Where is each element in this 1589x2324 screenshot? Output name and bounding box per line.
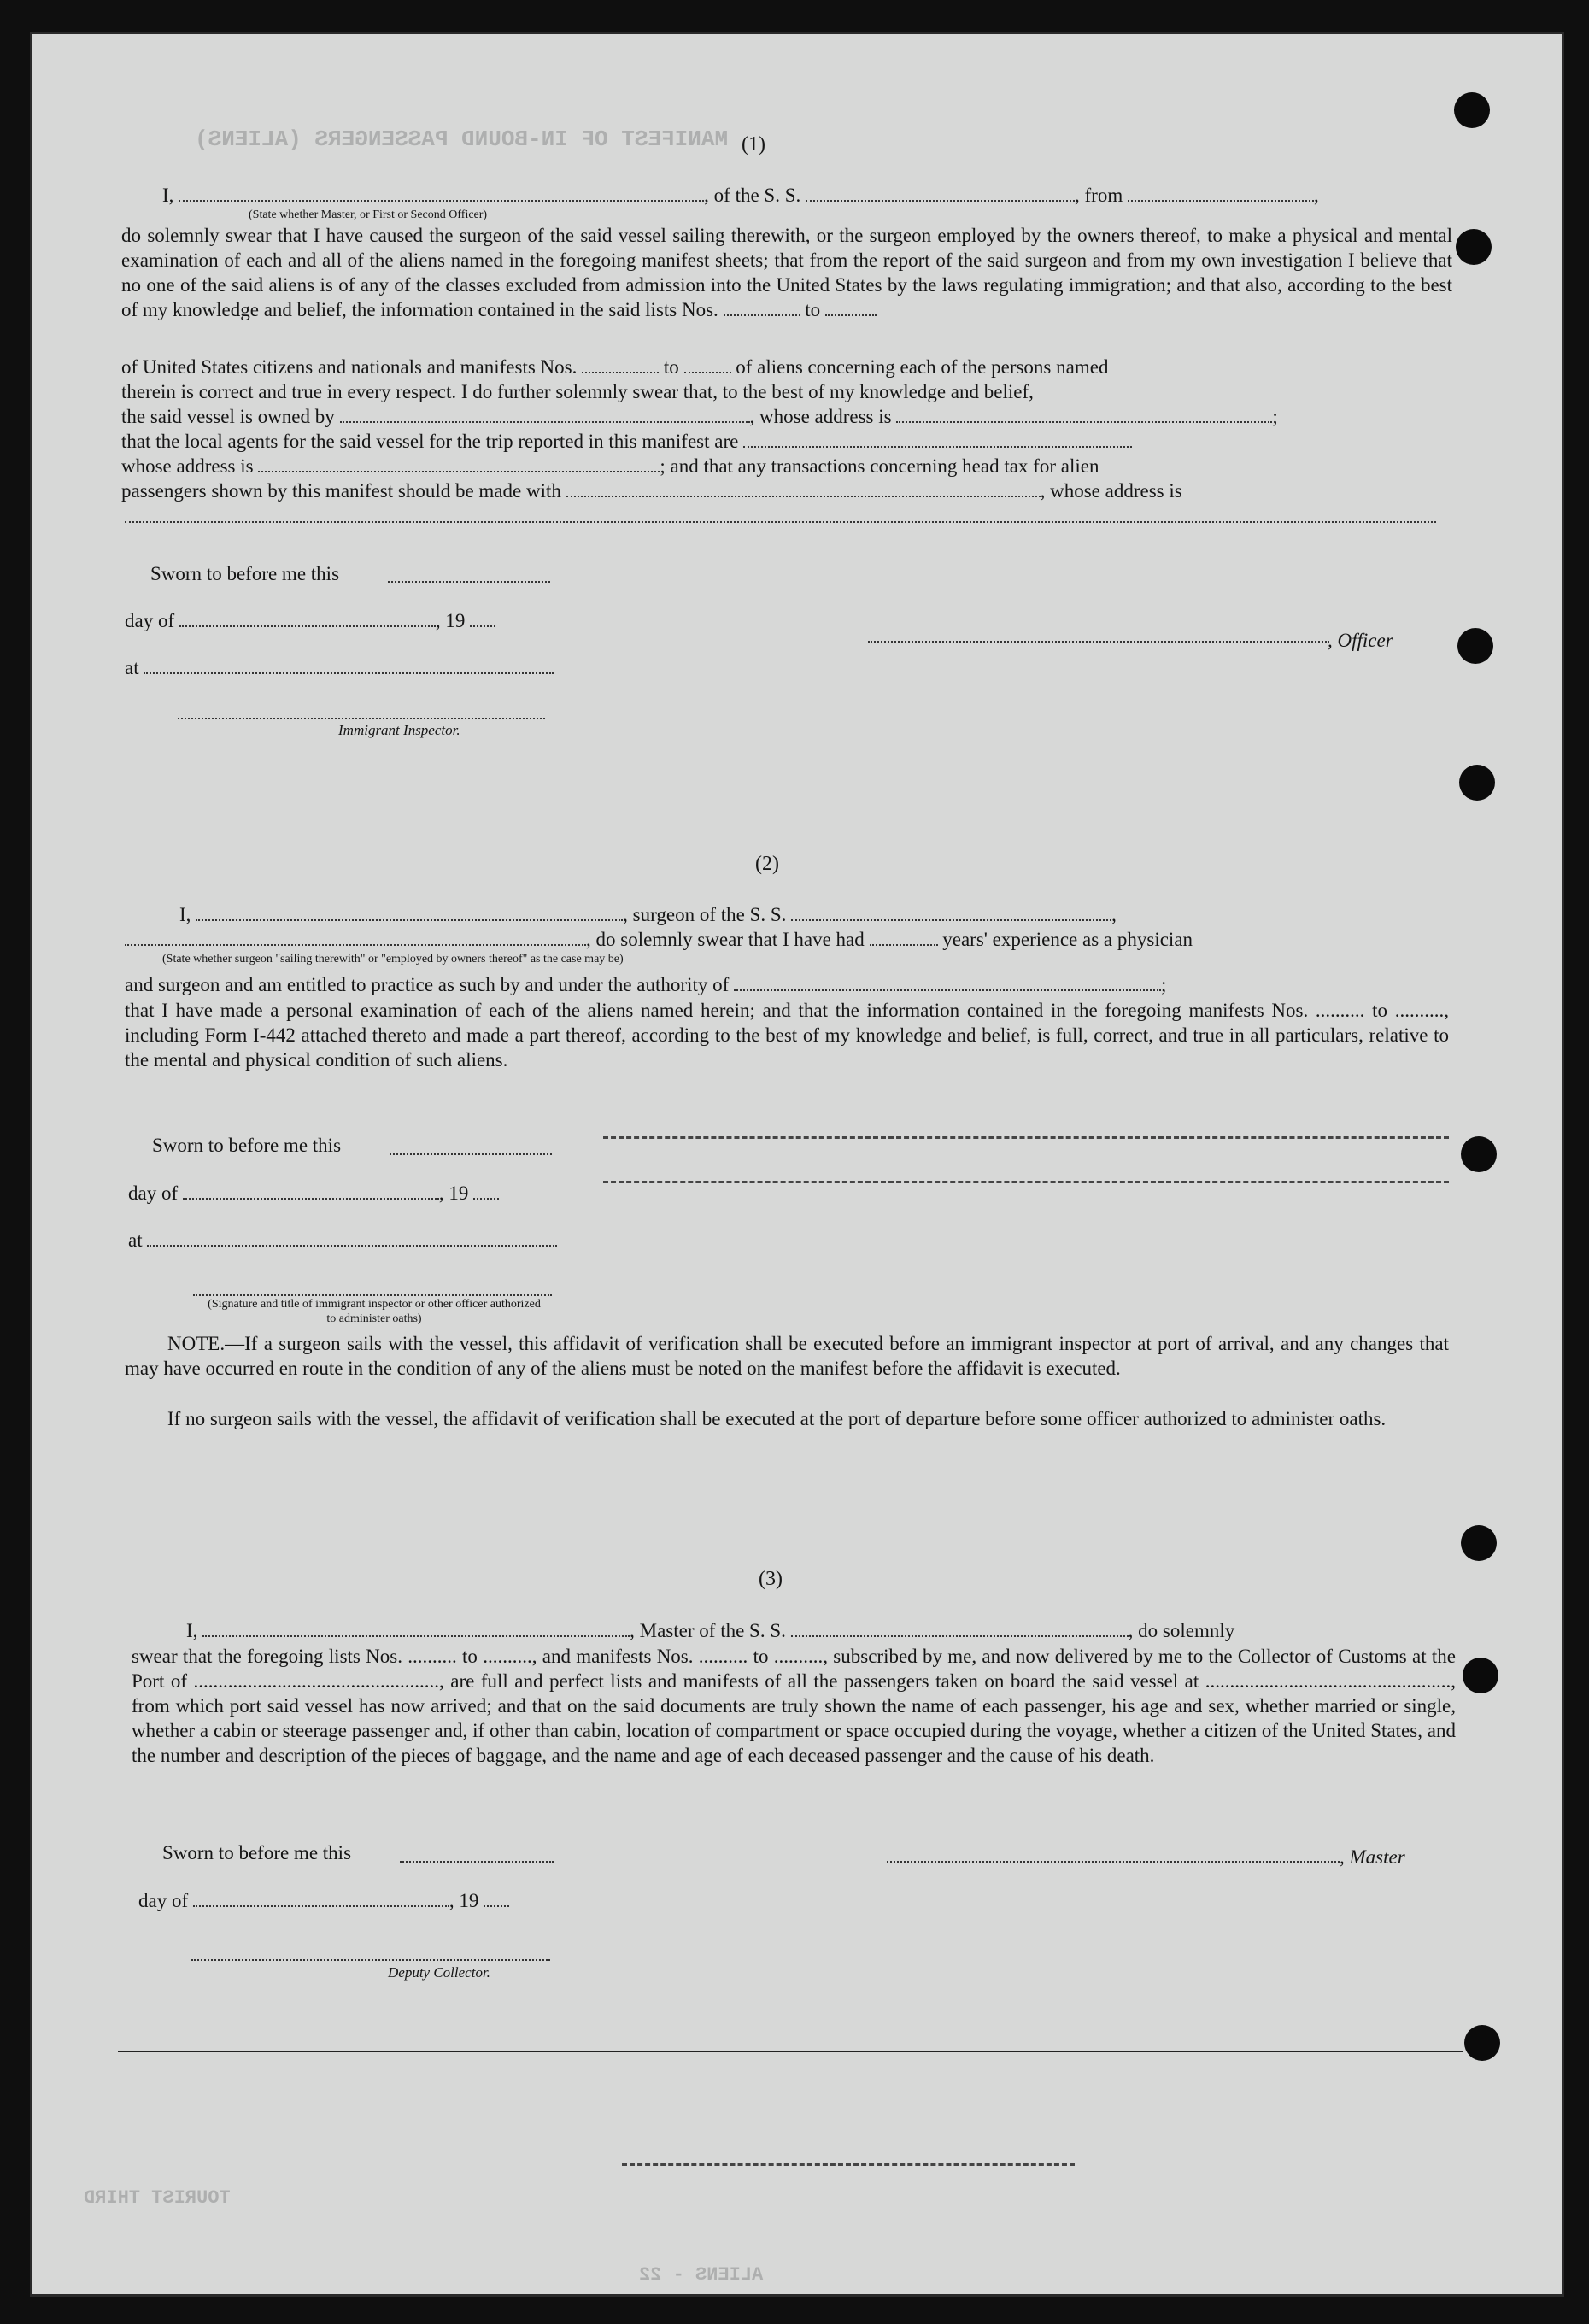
punch-hole (1461, 1525, 1497, 1561)
surgeon-signature-field[interactable] (603, 1136, 1449, 1139)
surgeon-line (179, 903, 1117, 927)
to-label: to (663, 356, 679, 378)
ghost-aliens: ALIENS - 22 (639, 2264, 764, 2286)
surgeon-name-field[interactable] (196, 904, 623, 921)
bottom-dashes (622, 2163, 1075, 2166)
owned-by-line (121, 405, 1278, 429)
at-label: at (128, 1229, 143, 1251)
ghost-tourist: TOURIST THIRD (84, 2187, 231, 2209)
year-label: , 19 (435, 610, 466, 631)
lists-from-field[interactable] (724, 299, 800, 316)
local-agents-label: that the local agents for the said vessel for the trip reported in this manifest are (121, 431, 739, 452)
sworn-label-3: Sworn to before me this (162, 1842, 352, 1863)
comma: , (1313, 185, 1319, 206)
from-label: , from (1075, 185, 1123, 206)
agents-address-field[interactable] (258, 455, 660, 472)
local-agents-field[interactable] (743, 431, 1132, 448)
owner-field[interactable] (340, 406, 750, 423)
punch-hole (1464, 2025, 1500, 2061)
master-note: (State whether Master, or First or Second Officer) (249, 208, 488, 221)
section-1-number: (1) (742, 133, 765, 156)
punch-hole (1459, 765, 1495, 801)
section-1-text: do solemnly swear that I have caused the surgeon of the said vessel sailing therewith, or the surgeon employed by the owners thereof, to make a physical and mental examination of each and all of the aliens named in the foregoing manifest sheets; that from the report of the said surgeon and from my own investigation I believe that no one of the said aliens is of any of the classes excluded from admission into the United States by the laws regulating immigration; and that also, according to the best of my knowledge and belief, the information contained in the said lists Nos. (121, 225, 1452, 320)
manifest-page (32, 34, 1562, 2294)
day-of-line-3 (138, 1889, 509, 1913)
day-of-line-1 (125, 609, 495, 633)
semicolon: ; (1161, 974, 1167, 995)
do-swear-label: , do solemnly swear that I have had (586, 929, 865, 950)
sworn-day-field-3[interactable] (400, 1861, 554, 1863)
at-line-1 (125, 656, 554, 680)
i-label: I, (186, 1620, 198, 1641)
note-text: —If a surgeon sails with the vessel, this affidavit of verification shall be executed before an immigrant inspector at port of arrival, and any changes that may have occurred en route in the condition of any of the aliens must be noted on the manifest before the affidavit is executed. (125, 1333, 1449, 1379)
whose-address-label: , whose address is (749, 406, 892, 427)
therein-line: therein is correct and true in every respect. I do further solemnly swear that, to the best of my knowledge and belief, (121, 381, 1034, 402)
lists-to-field[interactable] (825, 299, 877, 316)
at-label: at (125, 657, 139, 678)
note-paragraph (125, 1331, 1449, 1381)
punch-hole (1454, 92, 1490, 128)
section-1-oath-line (162, 184, 1319, 208)
day-of-label: day of (138, 1890, 189, 1911)
citizens-line (121, 355, 1108, 379)
day-of-line-2 (128, 1182, 499, 1206)
master-vessel-field[interactable] (791, 1620, 1129, 1637)
owner-address-field[interactable] (896, 406, 1272, 423)
officer-name-field[interactable] (179, 185, 704, 202)
authority-field[interactable] (734, 974, 1161, 991)
punch-hole (1457, 628, 1493, 664)
officer-signature-field[interactable] (868, 641, 1329, 643)
day-of-label: day of (125, 610, 175, 631)
comma: , (1111, 904, 1117, 925)
immigrant-inspector-label: Immigrant Inspector. (338, 722, 460, 738)
ghost-title: MANIFEST OF IN-BOUND PASSENGERS (ALIENS) (195, 126, 729, 152)
from-port-field[interactable] (1128, 185, 1314, 202)
signature-note: (Signature and title of immigrant inspector or other officer authorized to administer oaths) (208, 1298, 541, 1325)
whose-address-label-2: whose address is (121, 455, 254, 477)
head-tax-label: ; and that any transactions concerning head tax for alien (660, 455, 1099, 477)
authorized-officer-signature-field[interactable] (193, 1294, 552, 1296)
year-field-2[interactable] (473, 1183, 499, 1200)
citizens-label-2: of aliens concerning each of the persons named (736, 356, 1109, 378)
deputy-collector-label: Deputy Collector. (388, 1964, 490, 1981)
inspector-signature-field[interactable] (178, 718, 545, 719)
section-2-body: that I have made a personal examination of each of the aliens named herein; and that the information contained in the foregoing manifests Nos. .......... to .........., including Form I-442 attached thereto and made a part thereof, according to the best of my knowledge and belief, is full, correct, and true in all particulars, relative to the mental and physical condition of such aliens. (125, 1000, 1449, 1071)
section-1-body (121, 223, 1452, 322)
master-line (186, 1619, 1234, 1643)
at-place-field[interactable] (144, 657, 554, 674)
day-of-month-field-2[interactable] (183, 1183, 439, 1200)
punch-hole (1461, 1136, 1497, 1172)
day-of-month-field-3[interactable] (193, 1890, 449, 1907)
sworn-label-1: Sworn to before me this (150, 563, 340, 584)
punch-hole (1463, 1658, 1498, 1693)
entitled-label: and surgeon and am entitled to practice as such by and under the authority of (125, 974, 730, 995)
year-field[interactable] (470, 610, 495, 627)
i-label: I, (179, 904, 191, 925)
surgeon-signature-field-2[interactable] (603, 1181, 1449, 1183)
at-place-field-2[interactable] (147, 1229, 557, 1247)
at-line-2 (128, 1229, 557, 1253)
surgeon-vessel-field[interactable] (791, 904, 1111, 921)
note-label: NOTE. (167, 1333, 226, 1354)
punch-hole (1456, 229, 1492, 265)
of-ss-label: , of the S. S. (704, 185, 801, 206)
semicolon: ; (1272, 406, 1278, 427)
section-2-number: (2) (755, 853, 779, 875)
year-field-3[interactable] (484, 1890, 509, 1907)
local-agents-line (121, 430, 1132, 454)
head-tax-party-field[interactable] (566, 480, 1041, 497)
surgeon-of-label: , surgeon of the S. S. (623, 904, 787, 925)
day-of-label: day of (128, 1183, 179, 1204)
master-signature-field[interactable] (887, 1861, 1340, 1863)
section-3-body: swear that the foregoing lists Nos. .......... to .........., and manifests Nos. .......... to .........., subscribed by me, and now delivered by me to the Collector of Customs at the Port of .................................................., are full and perfect lists and manifests of all the passengers taken on board the said vessel at .................................................., from which port said vessel has now arrived; and that on the said documents are truly shown the name of each passenger, his age and sex, whether married or single, whether a cabin or steerage passenger and, if other than cabin, location of compartment or space occupied during the voyage, whether a citizen of the United States, and the number and description of the pieces of baggage, and the name and age of each deceased passenger and the cause of his death. (132, 1646, 1456, 1766)
owned-by-label: the said vessel is owned by (121, 406, 335, 427)
passengers-shown-label: passengers shown by this manifest should be made with (121, 480, 561, 502)
to-label: to (805, 299, 821, 320)
year-label: , 19 (449, 1890, 479, 1911)
head-tax-address-field[interactable] (125, 521, 1436, 523)
master-label: , Master (1340, 1846, 1405, 1868)
day-of-month-field[interactable] (179, 610, 436, 627)
years-exp-label: years' experience as a physician (942, 929, 1193, 950)
surgeon-note: (State whether surgeon "sailing therewith" or "employed by owners thereof" as the case may be) (162, 953, 624, 965)
surgeon-status-field[interactable] (125, 929, 586, 946)
i-label: I, (162, 185, 174, 206)
deputy-signature-field[interactable] (191, 1959, 550, 1961)
sworn-day-field-2[interactable] (390, 1153, 552, 1155)
bottom-rule (118, 2051, 1463, 2052)
surgeon-swear-line (125, 928, 1193, 952)
passengers-shown-line (121, 479, 1182, 503)
sworn-day-field-1[interactable] (388, 581, 550, 583)
whose-address-line (121, 455, 1099, 478)
entitled-line (125, 973, 1166, 997)
years-field[interactable] (870, 929, 938, 946)
sworn-label-2: Sworn to before me this (152, 1135, 342, 1156)
vessel-name-field[interactable] (806, 185, 1075, 202)
section-3-number: (3) (759, 1568, 783, 1590)
citizens-label: of United States citizens and nationals and manifests Nos. (121, 356, 578, 378)
do-solemnly-label: , do solemnly (1128, 1620, 1235, 1641)
whose-address-label-3: , whose address is (1040, 480, 1182, 502)
no-surgeon-paragraph: If no surgeon sails with the vessel, the affidavit of verification shall be executed at the port of departure before some officer authorized to administer oaths. (167, 1408, 1387, 1429)
master-name-field[interactable] (202, 1620, 630, 1637)
officer-label: , Officer (1328, 630, 1393, 651)
manifests-from-field[interactable] (582, 356, 659, 373)
manifests-to-field[interactable] (684, 356, 731, 373)
master-of-label: , Master of the S. S. (630, 1620, 786, 1641)
year-label: , 19 (438, 1183, 469, 1204)
